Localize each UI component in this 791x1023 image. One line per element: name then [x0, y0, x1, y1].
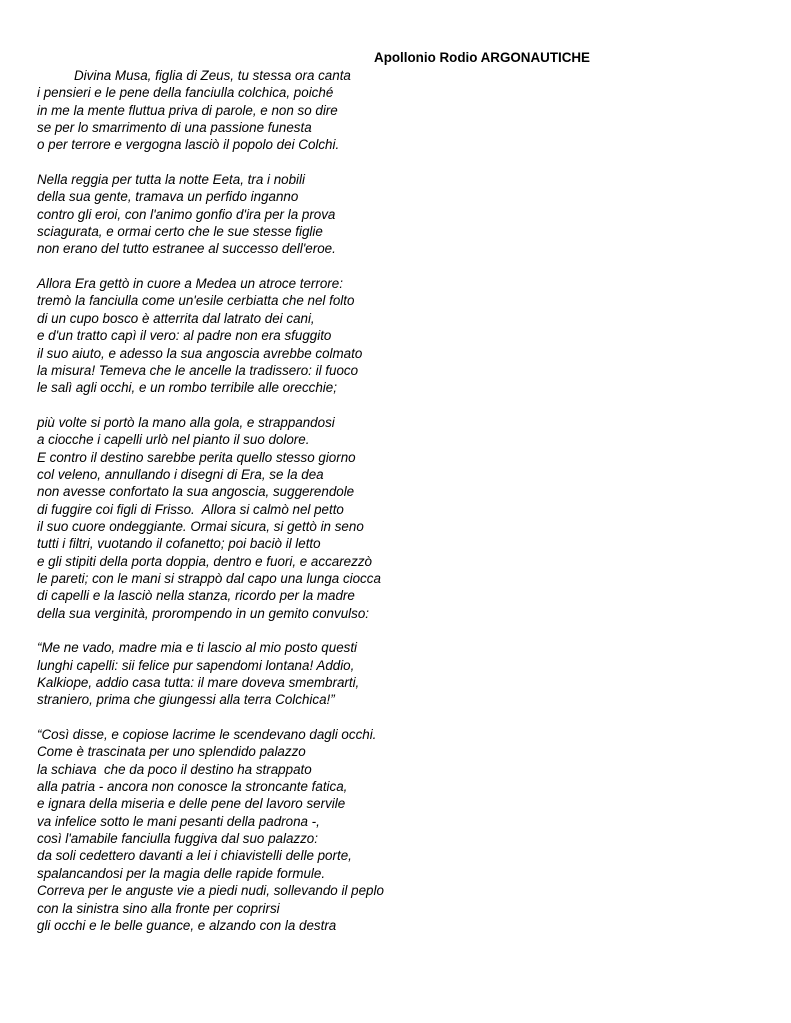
- poem-line: a ciocche i capelli urlò nel pianto il suo dolore.: [37, 432, 310, 448]
- poem-line: Kalkiope, addio casa tutta: il mare doveva smembrarti,: [37, 675, 360, 691]
- poem-line: in me la mente fluttua priva di parole, e non so dire: [37, 102, 338, 118]
- poem-line: “Così disse, e copiose lacrime le scendevano dagli occhi.: [37, 727, 377, 743]
- poem-line: “Me ne vado, madre mia e ti lascio al mio posto questi: [37, 640, 358, 656]
- poem-line: di un cupo bosco è atterrita dal latrato dei cani,: [37, 310, 315, 326]
- poem-line: Divina Musa, figlia di Zeus, tu stessa ora canta: [74, 68, 351, 83]
- poem-line: tremò la fanciulla come un'esile cerbiatta che nel folto: [37, 293, 355, 309]
- poem-line: E contro il destino sarebbe perita quello stesso giorno: [37, 449, 356, 465]
- poem-line: Come è trascinata per uno splendido palazzo: [37, 744, 306, 760]
- poem-line: più volte si portò la mano alla gola, e strappandosi: [37, 414, 335, 430]
- poem-line: sciagurata, e ormai certo che le sue stesse figlie: [37, 224, 323, 240]
- poem-line: con la sinistra sino alla fronte per coprirsi: [37, 900, 280, 916]
- document-title: Apollonio Rodio ARGONAUTICHE: [374, 50, 590, 65]
- poem-line: tutti i filtri, vuotando il cofanetto; poi baciò il letto: [37, 536, 321, 552]
- poem-line: o per terrore e vergogna lasciò il popolo dei Colchi.: [37, 137, 340, 153]
- poem-line: col veleno, annullando i disegni di Era, se la dea: [37, 466, 324, 482]
- poem-line: spalancandosi per la magia delle rapide formule.: [37, 865, 326, 881]
- stanza-gap: [37, 397, 757, 414]
- poem-line: Correva per le anguste vie a piedi nudi, sollevando il peplo: [37, 883, 384, 899]
- stanza-gap: [37, 622, 757, 639]
- poem-line: e gli stipiti della porta doppia, dentro e fuori, e accarezzò: [37, 553, 372, 569]
- poem-line: di fuggire coi figli di Frisso. Allora si calmò nel petto: [37, 501, 344, 517]
- poem-line: della sua gente, tramava un perfido inganno: [37, 189, 299, 205]
- poem-line: il suo cuore ondeggiante. Ormai sicura, si gettò in seno: [37, 518, 364, 534]
- poem-line: gli occhi e le belle guance, e alzando con la destra: [37, 917, 337, 933]
- poem-line: il suo aiuto, e adesso la sua angoscia avrebbe colmato: [37, 345, 363, 361]
- poem-line: straniero, prima che giungessi alla terra Colchica!”: [37, 692, 335, 708]
- poem-line: va infelice sotto le mani pesanti della padrona -,: [37, 813, 320, 829]
- poem-line: di capelli e la lasciò nella stanza, ricordo per la madre: [37, 588, 355, 604]
- poem-line: della sua verginità, prorompendo in un gemito convulso:: [37, 605, 369, 621]
- poem-line: contro gli eroi, con l'animo gonfio d'ira per la prova: [37, 206, 336, 222]
- poem-line: lunghi capelli: sii felice pur sapendomi lontana! Addio,: [37, 657, 355, 673]
- poem-line: e d'un tratto capì il vero: al padre non era sfuggito: [37, 328, 332, 344]
- poem-line: Allora Era gettò in cuore a Medea un atroce terrore:: [37, 276, 343, 292]
- poem-line: Nella reggia per tutta la notte Eeta, tra i nobili: [37, 172, 305, 188]
- poem-line: le salì agli occhi, e un rombo terribile alle orecchie;: [37, 380, 337, 396]
- poem-line: la schiava che da poco il destino ha strappato: [37, 761, 312, 777]
- stanza-gap: [37, 258, 757, 275]
- poem-line: non erano del tutto estranee al successo dell'eroe.: [37, 241, 336, 257]
- poem-line: non avesse confortato la sua angoscia, suggerendole: [37, 484, 355, 500]
- poem-text: [37, 67, 757, 934]
- poem-line: alla patria - ancora non conosce la stroncante fatica,: [37, 779, 348, 795]
- poem-line: i pensieri e le pene della fanciulla colchica, poiché: [37, 85, 334, 101]
- poem-line: da soli cedettero davanti a lei i chiavistelli delle porte,: [37, 848, 352, 864]
- poem-line: e ignara della miseria e delle pene del lavoro servile: [37, 796, 346, 812]
- stanza-gap: [37, 709, 757, 726]
- poem-line: se per lo smarrimento di una passione funesta: [37, 120, 312, 136]
- poem-line: le pareti; con le mani si strappò dal capo una lunga ciocca: [37, 570, 381, 586]
- poem-line: così l'amabile fanciulla fuggiva dal suo palazzo:: [37, 831, 318, 847]
- stanza-gap: [37, 154, 757, 171]
- poem-line: la misura! Temeva che le ancelle la tradissero: il fuoco: [37, 362, 359, 378]
